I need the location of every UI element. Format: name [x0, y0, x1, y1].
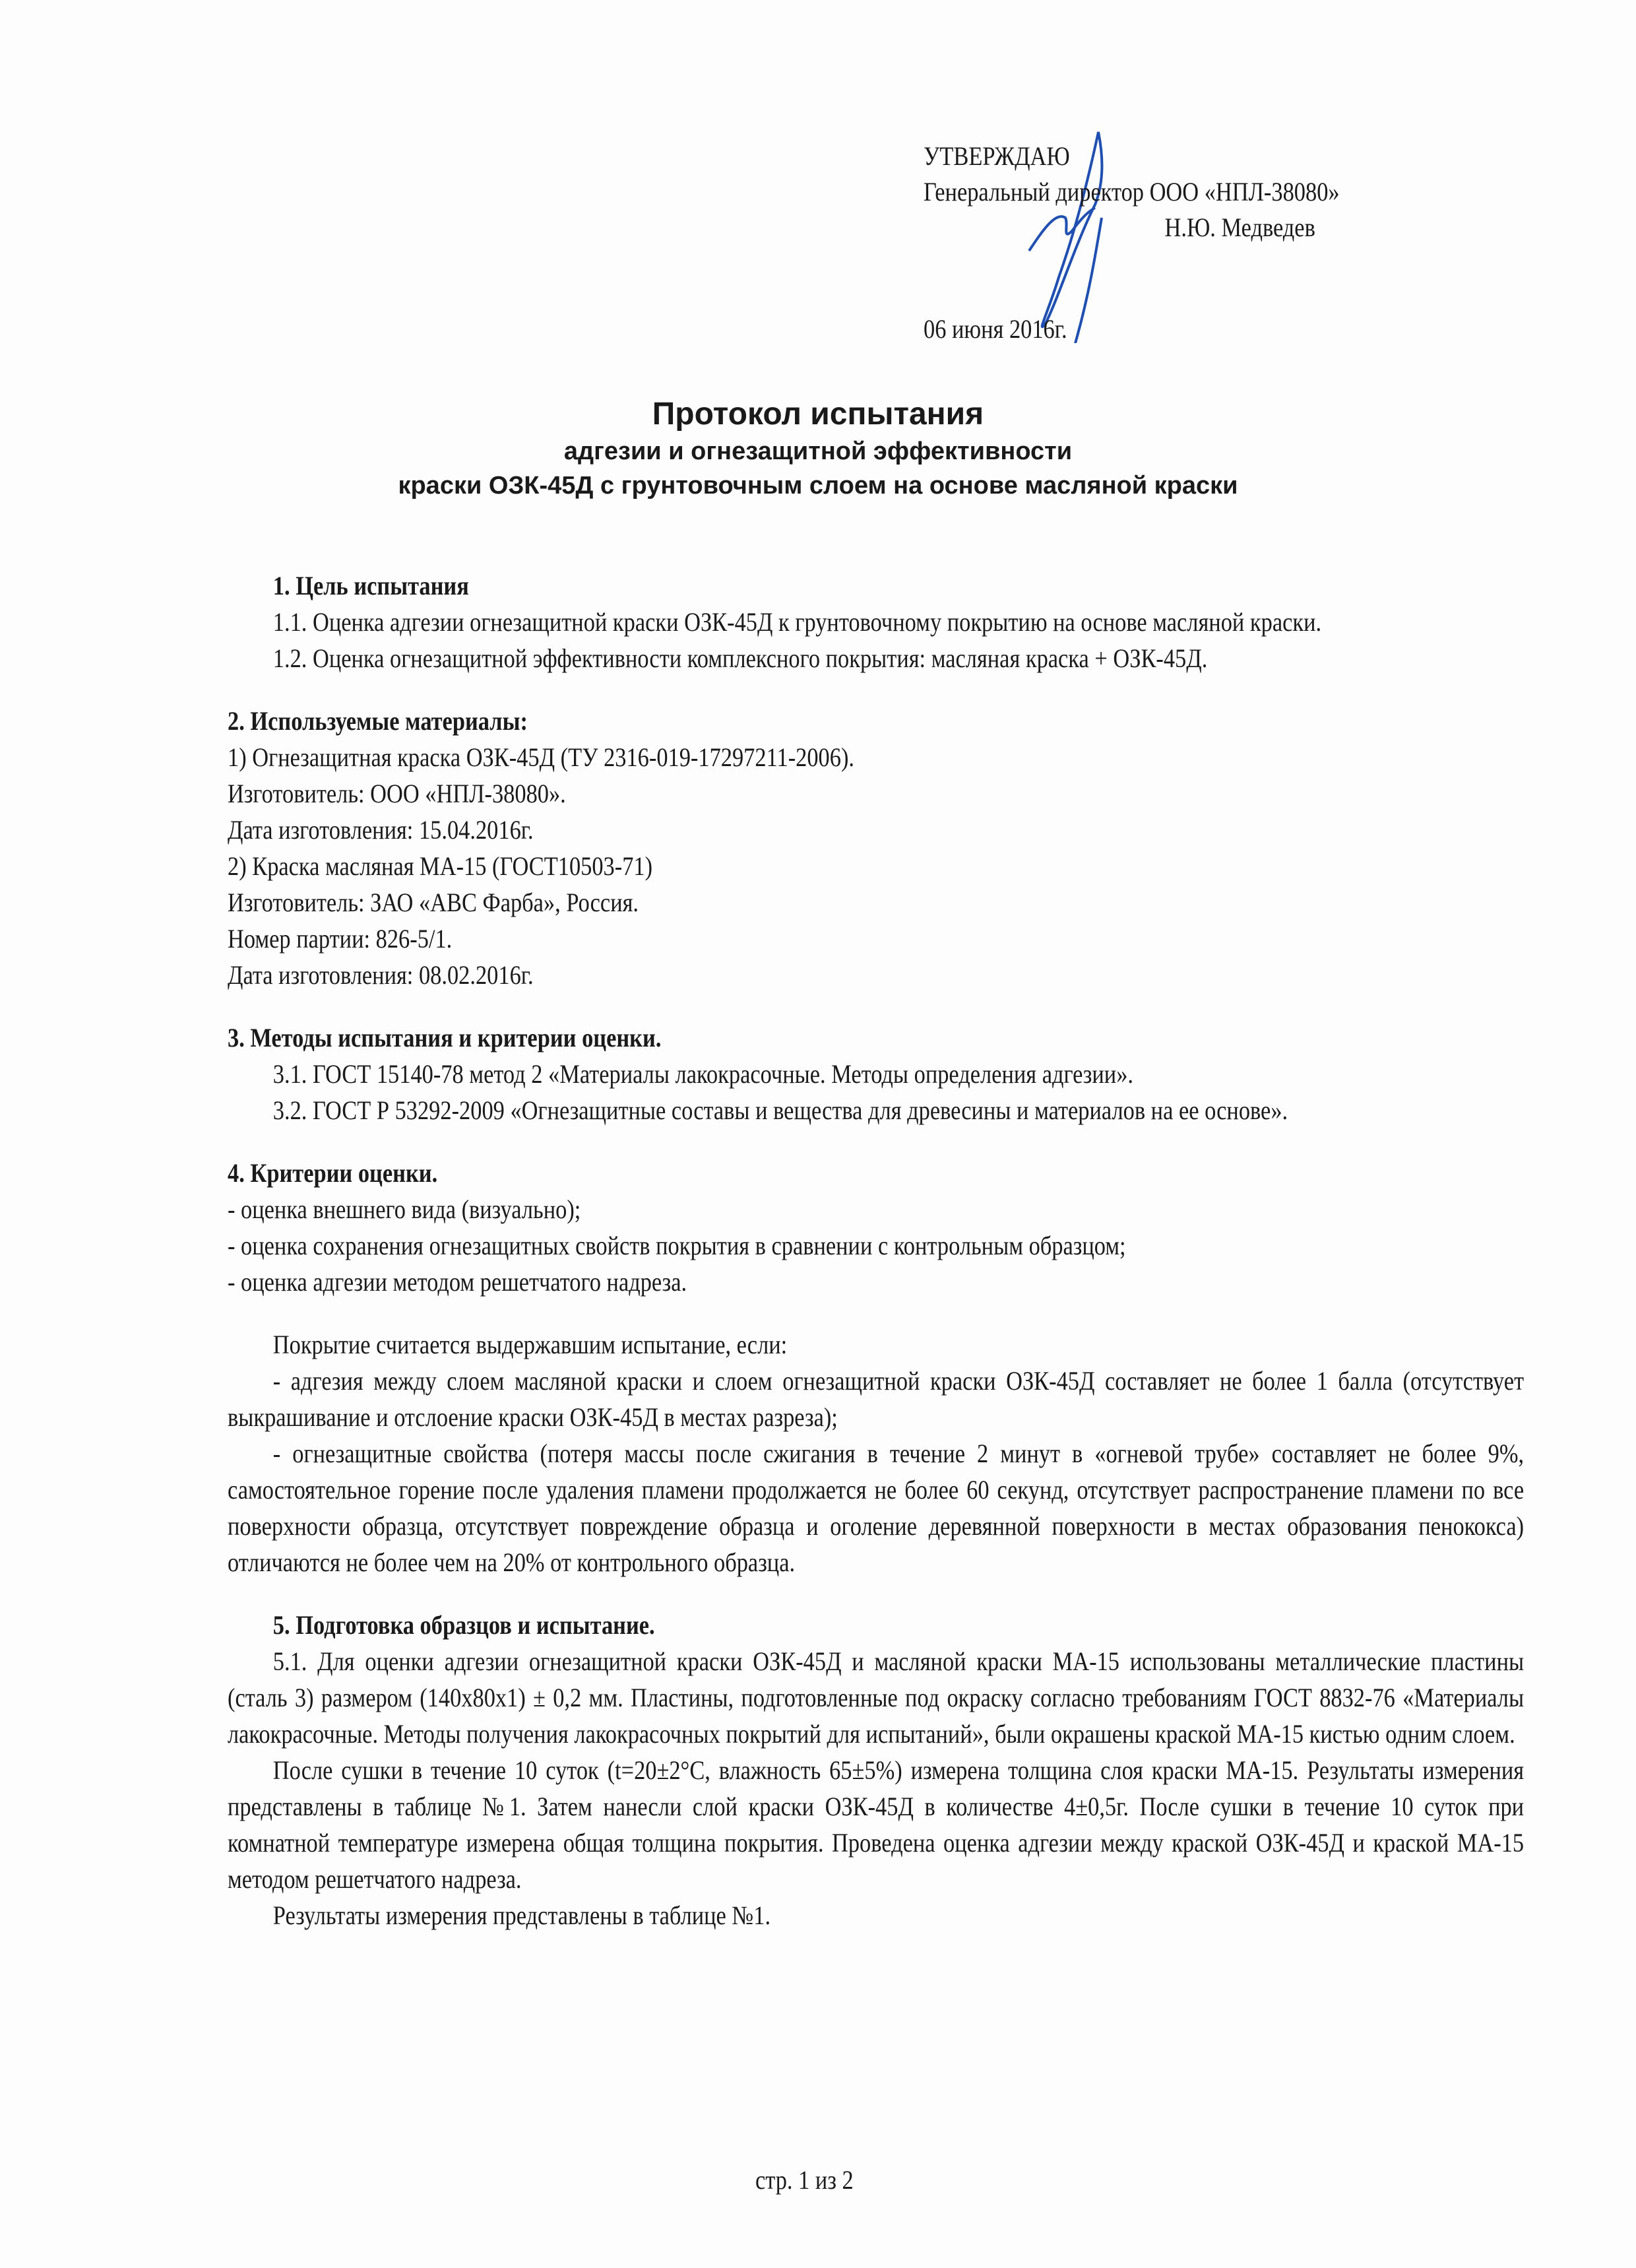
material-line: 1) Огнезащитная краска ОЗК-45Д (ТУ 2316-019-17297211-2006).	[228, 742, 855, 772]
criteria-item: - оценка сохранения огнезащитных свойств покрытия в сравнении с контрольным образцом;	[228, 1231, 1126, 1260]
material-line: 2) Краска масляная МА-15 (ГОСТ10503-71)	[228, 851, 653, 881]
section-1-1: 1.1. Оценка адгезии огнезащитной краски ОЗК-45Д к грунтовочному покрытию на основе масляной краски.	[272, 607, 1322, 637]
material-line: Изготовитель: ЗАО «АВС Фарба», Россия.	[228, 888, 639, 917]
approval-block	[924, 139, 1340, 347]
approval-label: УТВЕРЖДАЮ	[924, 141, 1070, 171]
approver-name: Н.Ю. Медведев	[1164, 212, 1315, 242]
section-3-2: 3.2. ГОСТ Р 53292-2009 «Огнезащитные составы и вещества для древесины и материалов на ее основе».	[272, 1095, 1288, 1125]
title-line-1: Протокол испытания	[652, 397, 984, 432]
section-3-1: 3.1. ГОСТ 15140-78 метод 2 «Материалы лакокрасочные. Методы определения адгезии».	[272, 1059, 1134, 1089]
material-line: Номер партии: 826-5/1.	[228, 924, 453, 954]
section-5-results-ref: Результаты измерения представлены в таблице №1.	[272, 1900, 771, 1930]
material-line: Дата изготовления: 08.02.2016г.	[228, 960, 534, 990]
approval-date: 06 июня 2016г.	[924, 314, 1067, 344]
section-5-drying: После сушки в течение 10 суток (t=20±2°С, влажность 65±5%) измерена толщина слоя краски МА-15. Результаты измерения представлены в таблице №1. Затем нанесли слой краски ОЗК-45Д в количестве 4±0,5г. После сушки в течение 10 суток при комнатной температуре измерена общая толщина покрытия. Проведена оценка адгезии между краской ОЗК-45Д и краской МА-15 методом решетчатого надреза.	[228, 1755, 1525, 1894]
document-body	[228, 567, 1524, 1933]
section-1-2: 1.2. Оценка огнезащитной эффективности комплексного покрытия: масляная краска + ОЗК-45Д.	[272, 643, 1208, 673]
section-3-heading: 3. Методы испытания и критерии оценки.	[228, 1023, 662, 1053]
section-1-heading: 1. Цель испытания	[272, 571, 469, 600]
material-line: Дата изготовления: 15.04.2016г.	[228, 815, 534, 845]
title-line-2: адгезии и огнезащитной эффективности	[563, 437, 1073, 465]
page-number: стр. 1 из 2	[755, 2165, 854, 2195]
approval-position: Генеральный директор ООО «НПЛ-38080»	[924, 177, 1340, 207]
section-5-1: 5.1. Для оценки адгезии огнезащитной краски ОЗК-45Д и масляной краски МА-15 использованы металлические пластины (сталь 3) размером (140х80х1) ± 0,2 мм. Пластины, подготовленные под окраску согласно требованиям ГОСТ 8832-76 «Материалы лакокрасочные. Методы получения лакокрасочных покрытий для испытаний», были окрашены краской МА-15 кистью одним слоем.	[228, 1646, 1525, 1749]
pass-condition-adhesion: - адгезия между слоем масляной краски и слоем огнезащитной краски ОЗК-45Д составляет не более 1 балла (отсутствует выкрашивание и отслоение краски ОЗК-45Д в местах разреза);	[228, 1366, 1525, 1432]
pass-conditions-intro: Покрытие считается выдержавшим испытание, если:	[272, 1330, 788, 1359]
material-line: Изготовитель: ООО «НПЛ-38080».	[228, 779, 566, 808]
title-line-3: краски ОЗК-45Д с грунтовочным слоем на основе масляной краски	[398, 472, 1238, 500]
section-2-heading: 2. Используемые материалы:	[228, 706, 528, 736]
pass-condition-fire: - огнезащитные свойства (потеря массы после сжигания в течение 2 минут в «огневой трубе» составляет не более 9%, самостоятельное горение после удаления пламени продолжается не более 60 секунд, отсутствует распространение пламени по все поверхности образца, отсутствует повреждение образца и оголение деревянной поверхности в местах образования пенококса) отличаются не более чем на 20% от контрольного образца.	[228, 1439, 1525, 1577]
section-4-heading: 4. Критерии оценки.	[228, 1158, 438, 1188]
section-5-heading: 5. Подготовка образцов и испытание.	[272, 1610, 655, 1640]
document-title	[0, 395, 1636, 503]
criteria-item: - оценка внешнего вида (визуально);	[228, 1194, 581, 1224]
criteria-item: - оценка адгезии методом решетчатого надреза.	[228, 1267, 687, 1297]
